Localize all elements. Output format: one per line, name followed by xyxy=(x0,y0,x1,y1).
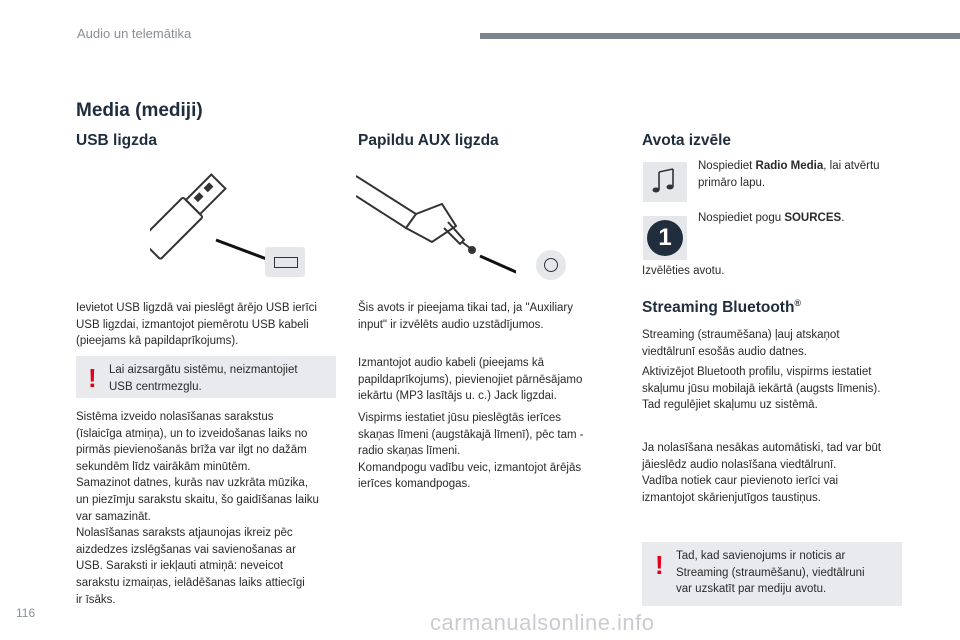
warning-icon: ! xyxy=(655,550,664,580)
source-heading: Avota izvēle xyxy=(642,132,732,149)
step1-text: Nospiediet Radio Media, lai atvērtu primāro lapu. xyxy=(698,160,880,189)
bluetooth-warning-box xyxy=(642,542,902,606)
aux-availability-text: Šis avots ir pieejama tikai tad, ja "Auxiliary input" ir izvēlēts audio uzstādījumos. xyxy=(358,302,574,331)
pointer-line xyxy=(480,256,516,280)
usb-heading: USB ligzda xyxy=(76,132,157,149)
warning-icon: ! xyxy=(88,363,97,393)
usb-warning-text: Lai aizsargātu sistēmu, neizmantojiet USB centrmezglu. xyxy=(109,364,298,393)
bluetooth-streaming-text: Streaming (straumēšana) ļauj atskaņot viedtālrunī esošās audio datnes. xyxy=(642,329,840,358)
aux-volume-text: Vispirms iestatiet jūsu pieslēgtās ierīces skaņas līmeni (augstākajā līmenī), pēc tam - radio skaņas līmeni. Komandpogu vadību veic, izmantojot ārējās ierīces komandpogas. xyxy=(358,412,584,491)
watermark: carmanualsonline.info xyxy=(430,610,655,635)
step2-text: Nospiediet pogu SOURCES. xyxy=(698,212,845,224)
bluetooth-warning-text: Tad, kad savienojums ir noticis ar Streaming (straumēšanu), viedtālruni var uzskatīt par mediju avotu. xyxy=(676,550,865,596)
usb-plug-tip xyxy=(186,175,226,215)
radio-media-button-icon xyxy=(643,162,687,202)
bluetooth-heading: Streaming Bluetooth® xyxy=(642,298,802,317)
jack-cable xyxy=(356,176,416,228)
aux-heading: Papildu AUX ligzda xyxy=(358,132,499,149)
usb-intro-text: Ievietot USB ligzdā vai pieslēgt ārējo USB ierīci USB ligzdai, izmantojot piemērotu USB kabeli (pieejams kā papildaprīkojums). xyxy=(76,302,317,348)
usb-playlist-text: Sistēma izveido nolasīšanas sarakstus (īslaicīga atmiņa), un to izveidošanas laiks no pirmās pievienošanās brīža var ilgt no dažām sekundēm līdz vairākām minūtēm. Samazinot datnes, kurās nav uzkrāta mūzika, un piezīmju sarakstu skaitu, šo gaidīšanas laiku var samazināt. Nolasīšanas saraksts atjaunojas ikreiz pēc aizdedzes izslēgšanas vai savienošanas ar USB. Saraksti ir iekļauti atmiņā: neveicot sarakstu izmaiņas, ielādēšanas laiks attiecīgi ir īsāks. xyxy=(76,411,319,606)
bluetooth-playback-text: Ja nolasīšana nesākas automātiski, tad var būt jāieslēdz audio nolasīšana viedtālrunī. Vadība notiek caur pievienoto ierīci vai izmantojot skārienjutīgos taustiņus. xyxy=(642,442,882,504)
aux-socket-icon xyxy=(536,250,566,280)
usb-port-icon xyxy=(265,247,305,277)
bluetooth-volume-text: Aktivizējot Bluetooth profilu, vispirms iestatiet skaļumu jūsu mobilajā iekārtā (augsts līmenis). Tad regulējiet skaļumu uz sistēmā. xyxy=(642,366,881,412)
aux-cable-text: Izmantojot audio kabeli (pieejams kā papildaprīkojums), pievienojiet pārnēsājamo iekārtu (MP3 lasītājs u. c.) Jack ligzdai. xyxy=(358,357,583,403)
usb-warning-box xyxy=(76,356,336,398)
choose-source-text: Izvēlēties avotu. xyxy=(642,265,725,277)
section-title: Audio un telemātika xyxy=(77,26,192,41)
page-number: 116 xyxy=(16,606,36,620)
usb-plug-body xyxy=(150,197,203,259)
header-bar xyxy=(480,33,960,39)
step-badge xyxy=(643,216,687,260)
step-number-1: 1 xyxy=(647,220,683,256)
page-title: Media (mediji) xyxy=(76,100,203,121)
aux-jack-illustration xyxy=(356,156,516,286)
music-note-icon xyxy=(643,162,687,202)
